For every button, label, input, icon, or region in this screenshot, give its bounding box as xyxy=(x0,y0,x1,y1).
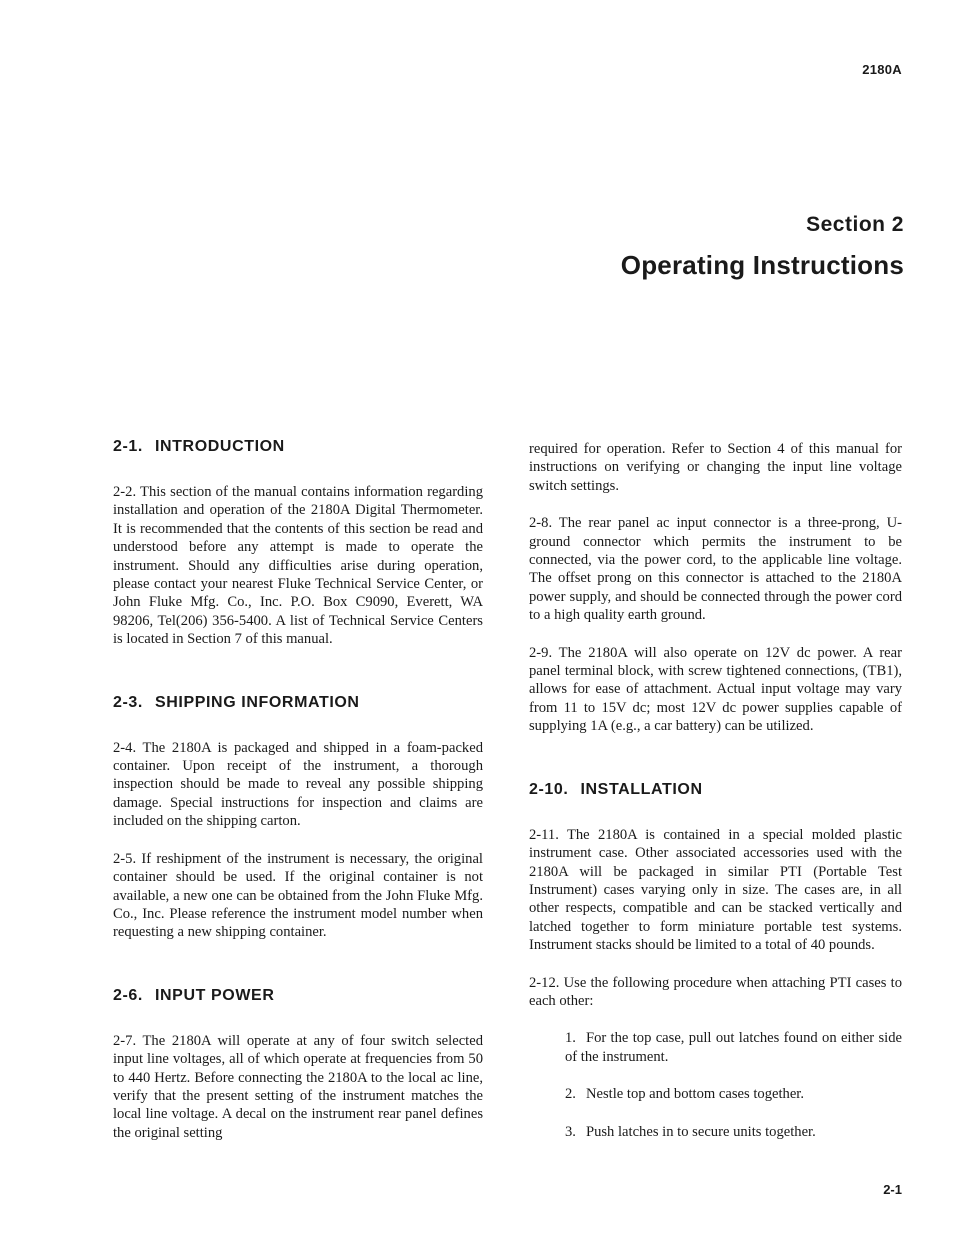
procedure-step: 3. Push latches in to secure units together. xyxy=(565,1123,816,1140)
page-number: 2-1 xyxy=(883,1182,902,1197)
paragraph-2-9: 2-9. The 2180A will also operate on 12V dc power. A rear panel terminal block, with screw tightened connections, (TB1), allows for ease of attachment. Actual input voltage may vary from 11 to 15V dc; most 12V dc power supplies capable of supplying 1A (e.g., a car battery) can be utilized. xyxy=(529,644,902,735)
section-label: Section 2 xyxy=(806,213,904,236)
section-title: Operating Instructions xyxy=(620,250,904,280)
heading-number: 2-1. xyxy=(113,438,143,455)
page-header-model: 2180A xyxy=(862,62,902,77)
heading-number: 2-6. xyxy=(113,986,143,1004)
left-column xyxy=(113,437,483,1142)
procedure-step: 1. For the top case, pull out latches found on either side of the instrument. xyxy=(565,1030,902,1065)
paragraph-2-12: 2-12. Use the following procedure when attaching PTI cases to each other: xyxy=(529,974,902,1009)
paragraph-2-7: 2-7. The 2180A will operate at any of four switch selected input line voltages, all of which operate at frequencies from 50 to 440 Hertz. Before connecting the 2180A to the local ac line, verify that the present setting of the instrument matches the local line voltage. A decal on the instrument rear panel defines the original setting xyxy=(113,1032,483,1141)
heading-text: INTRODUCTION xyxy=(154,438,285,455)
heading-text: INSTALLATION xyxy=(580,780,703,798)
heading-installation xyxy=(529,780,902,800)
paragraph-2-8: 2-8. The rear panel ac input connector is a three-prong, U-ground connector which permits the instrument to be connected, via the power cord, to the applicable line voltage. The offset prong on this connector is attached to the 2180A power supply, and should be connected through the power cord to a high quality earth ground. xyxy=(529,515,902,624)
heading-number: 2-3. xyxy=(113,693,143,711)
heading-text: SHIPPING INFORMATION xyxy=(154,693,360,711)
heading-number: 2-10. xyxy=(529,780,569,798)
paragraph-2-7-continued: required for operation. Refer to Section 4 of this manual for instructions on verifying or changing the input line voltage switch settings. xyxy=(529,441,902,494)
heading-introduction xyxy=(113,437,483,457)
right-column xyxy=(529,440,902,1160)
paragraph-2-2: 2-2. This section of the manual contains information regarding installation and operation of the 2180A Digital Thermometer. It is recommended that the contents of this section be read and understood before any attempt is made to operate the instrument. Should any difficulties arise during operation, please contact your nearest Fluke Technical Service Center, or John Fluke Mfg. Co., Inc. P.O. Box C9090, Everett, WA 98206, Tel(206) 356-5400. A list of Technical Service Centers is located in Section 7 of this manual. xyxy=(113,484,483,648)
heading-input-power xyxy=(113,986,483,1006)
procedure-step: 2. Nestle top and bottom cases together. xyxy=(565,1086,804,1103)
heading-shipping-information xyxy=(113,693,483,713)
paragraph-2-4: 2-4. The 2180A is packaged and shipped in a foam-packed container. Upon receipt of the instrument, a thorough inspection should be made to reveal any possible shipping damage. Special instructions for inspection and claims are included on the shipping carton. xyxy=(113,739,483,830)
paragraph-2-11: 2-11. The 2180A is contained in a special molded plastic instrument case. Other associated accessories used with the 2180A will be packaged in similar PTI (Portable Test Instrument) cases varying only in size. The cases are, in all other respects, compatible and can be stacked vertically and latched together to form miniature portable test systems. Instrument stacks should be limited to a total of 40 pounds. xyxy=(529,826,902,954)
paragraph-2-5: 2-5. If reshipment of the instrument is necessary, the original container should be used. If the original container is not available, a new one can be obtained from the John Fluke Mfg. Co., Inc. Please reference the instrument model number when requesting a new shipping container. xyxy=(113,850,483,941)
heading-text: INPUT POWER xyxy=(154,986,275,1004)
procedure-steps xyxy=(529,1029,902,1141)
